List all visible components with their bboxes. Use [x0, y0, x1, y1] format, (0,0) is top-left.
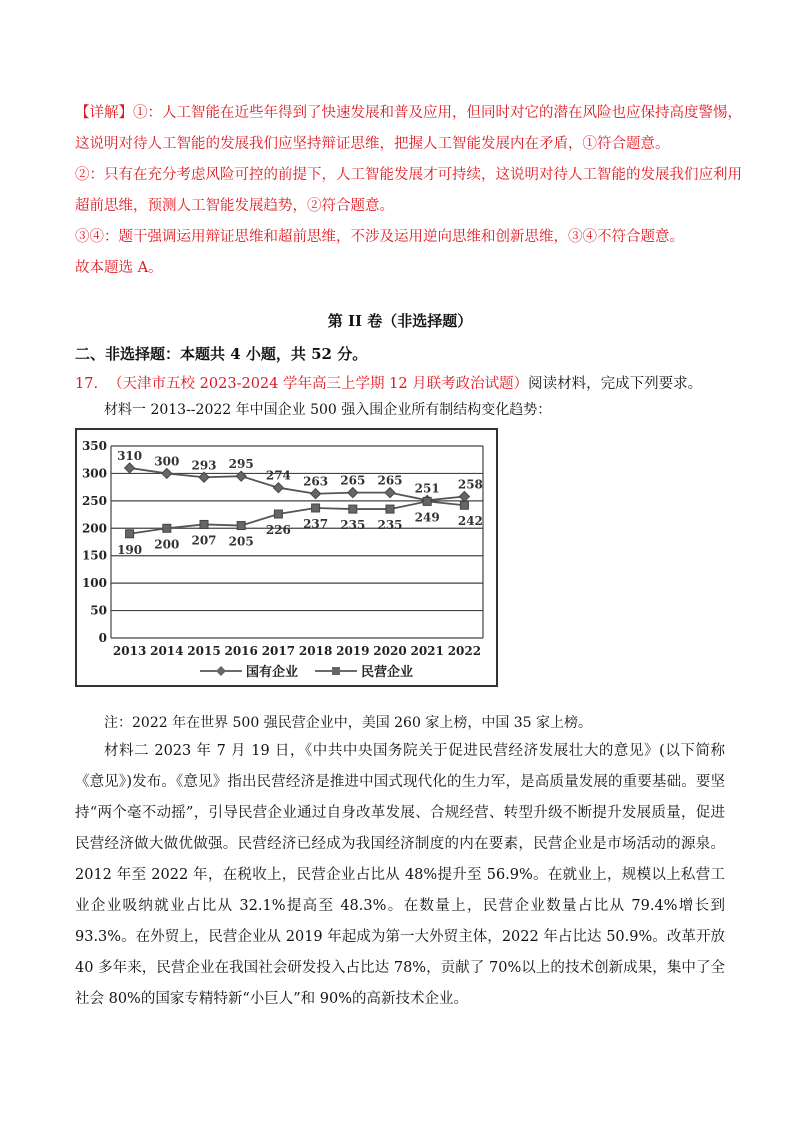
question-number: 17.: [75, 376, 99, 392]
y-tick-label: 100: [81, 576, 107, 591]
x-tick-label: 2020: [373, 644, 407, 658]
y-tick-label: 150: [81, 548, 107, 563]
x-tick-label: 2016: [224, 644, 258, 658]
data-label: 249: [414, 510, 440, 525]
x-tick-label: 2013: [112, 644, 147, 658]
data-label: 265: [377, 473, 403, 488]
answer-line-2: 这说明对待人工智能的发展我们应坚持辩证思维，把握人工智能发展内在矛盾，①符合题意。: [75, 136, 670, 152]
data-label: 251: [414, 481, 440, 496]
x-tick-label: 2021: [410, 644, 444, 658]
answer-line-6: 故本题选 A。: [75, 260, 163, 276]
data-label: 293: [191, 458, 217, 473]
line-chart: [75, 428, 499, 690]
data-label: 235: [377, 518, 403, 533]
x-tick-label: 2015: [187, 644, 221, 658]
data-label: 242: [457, 514, 483, 529]
data-point: [163, 524, 171, 532]
answer-line-5: ③④：题干强调运用辩证思维和超前思维，不涉及运用逆向思维和创新思维，③④不符合题意。: [75, 229, 684, 245]
answer-line-1: 【详解】①：人工智能在近些年得到了快速发展和普及应用，但同时对它的潜在风险也应保持高度警惕，: [75, 105, 742, 121]
data-label: 300: [154, 454, 180, 469]
data-label: 295: [228, 457, 254, 472]
question-prompt: 阅读材料，完成下列要求。: [528, 376, 703, 392]
data-point: [126, 530, 134, 538]
material2: 材料二 2023 年 7 月 19 日，《中共中央国务院关于促进民营经济发展壮大的意见》(以下简称《意见》)发布。《意见》指出民营经济是推进中国式现代化的生力军，是高质量发展的重要基础。要坚持“两个毫不动摇”，引导民营企业通过自身改革发展、合规经营、转型升级不断提升发展质量，促进民营经济做大做优做强。民营经济已经成为我国经济制度的内在要素，民营企业是市场活动的源泉。2012 年至 2022 年，在税收上，民营企业占比从 48%提升至 56.9%。在就业上，规模以上私营工业企业吸纳就业占比从 32.1%提高至 48.3%。在数量上，民营企业数量占比从 79.4%增长到 93.3%。在外贸上，民营企业从 2019 年起成为第一大外贸主体，2022 年占比达 50.9%。改革开放 40 多年来，民营企业在我国社会研发投入占比达 78%，贡献了 70%以上的技术创新成果，集中了全社会 80%的国家专精特新“小巨人”和 90%的高新技术企业。: [75, 743, 725, 1007]
data-label: 265: [340, 473, 366, 488]
question-source: （天津市五校 2023-2024 学年高三上学期 12 月联考政治试题）: [108, 376, 529, 392]
data-label: 207: [191, 533, 217, 548]
y-tick-label: 250: [81, 493, 107, 508]
legend-label: 民营企业: [361, 665, 414, 680]
legend-marker: [332, 667, 340, 675]
section-title: 第 II 卷（非选择题）: [327, 312, 473, 330]
x-tick-label: 2018: [298, 644, 333, 658]
data-label: 226: [265, 523, 291, 538]
y-tick-label: 0: [98, 631, 107, 645]
data-point: [386, 505, 394, 513]
data-label: 310: [117, 448, 143, 463]
legend-label: 国有企业: [246, 665, 299, 680]
y-tick-label: 50: [90, 603, 107, 618]
data-point: [312, 504, 320, 512]
x-tick-label: 2019: [336, 644, 370, 658]
question-header: [75, 372, 702, 393]
x-tick-label: 2014: [150, 644, 184, 658]
data-label: 263: [303, 474, 329, 489]
data-label: 205: [228, 534, 254, 549]
data-label: 200: [154, 537, 180, 552]
y-tick-label: 300: [81, 466, 107, 481]
y-tick-label: 200: [81, 521, 107, 536]
x-tick-label: 2022: [447, 644, 482, 658]
data-label: 258: [457, 477, 483, 492]
data-point: [460, 501, 468, 509]
data-point: [423, 497, 431, 505]
chart: [75, 428, 499, 690]
data-point: [200, 520, 208, 528]
data-label: 237: [303, 516, 329, 531]
y-tick-label: 350: [81, 439, 107, 453]
data-point: [274, 510, 282, 518]
data-label: 274: [265, 468, 291, 483]
data-point: [349, 505, 357, 513]
data-label: 235: [340, 518, 366, 533]
data-label: 190: [117, 542, 143, 557]
answer-line-3: ②：只有在充分考虑风险可控的前提下，人工智能发展才可持续，这说明对待人工智能的发展我们应利用: [75, 167, 742, 183]
material1-intro: 材料一 2013--2022 年中国企业 500 强入围企业所有制结构变化趋势：: [104, 402, 552, 418]
chart-note: 注：2022 年在世界 500 强民营企业中，美国 260 家上榜，中国 35 家上榜。: [104, 715, 593, 731]
section-heading: 二、非选择题：本题共 4 小题，共 52 分。: [75, 345, 368, 363]
answer-line-4: 超前思维，预测人工智能发展趋势，②符合题意。: [75, 198, 394, 214]
x-tick-label: 2017: [261, 644, 296, 658]
data-point: [237, 522, 245, 530]
answer-tag: 【详解】: [75, 105, 133, 121]
